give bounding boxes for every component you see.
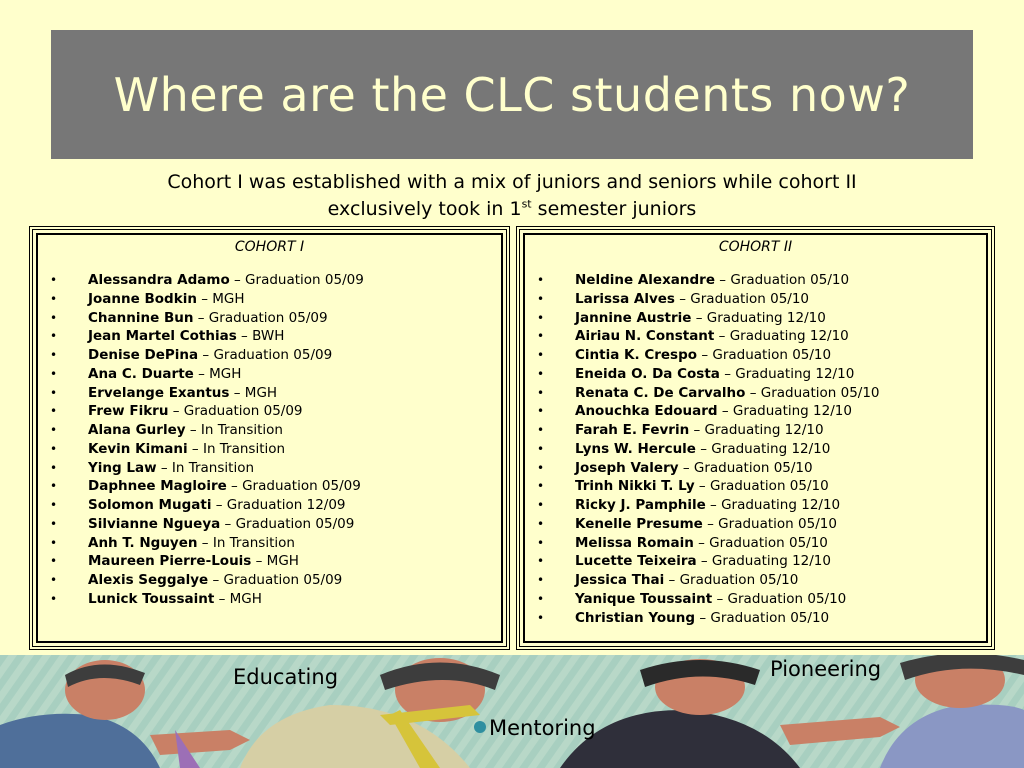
- bullet-icon: •: [537, 554, 545, 569]
- list-item: [525, 571, 986, 590]
- bullet-icon: •: [50, 516, 58, 531]
- list-item: [525, 290, 986, 309]
- student-status: – MGH: [193, 365, 242, 382]
- bullet-icon: •: [50, 591, 58, 606]
- cohort-1-box: [29, 226, 510, 650]
- list-item: [38, 534, 501, 553]
- bullet-icon: •: [537, 329, 545, 344]
- student-status: – Graduation 05/09: [226, 478, 361, 495]
- student-status: – Graduation 05/10: [674, 290, 810, 307]
- bullet-icon: •: [537, 441, 545, 456]
- subtitle-line-2-start: exclusively took in 1: [327, 198, 522, 220]
- student-status: – Graduation 05/10: [693, 534, 828, 551]
- bullet-icon: •: [537, 273, 545, 287]
- bullet-icon: •: [50, 366, 58, 381]
- student-status: – BWH: [236, 328, 285, 345]
- bullet-icon: •: [537, 535, 545, 550]
- student-status: – Graduation 05/10: [695, 609, 830, 626]
- student-status: – Graduating 12/10: [696, 553, 831, 570]
- student-name: Larissa Alves: [575, 290, 675, 307]
- student-name: Anh T. Nguyen: [88, 534, 198, 551]
- student-name: Ying Law: [88, 459, 157, 476]
- student-name: Alana Gurley: [88, 422, 186, 438]
- student-name: Anouchka Edouard: [575, 403, 718, 420]
- list-item: [525, 459, 986, 478]
- bullet-icon: •: [537, 516, 545, 531]
- student-status: – Graduation 05/10: [694, 478, 829, 495]
- subtitle-superscript: st: [521, 197, 532, 211]
- student-name: Ervelange Exantus: [88, 384, 230, 401]
- people-illustration: [0, 655, 1024, 768]
- student-name: Alessandra Adamo: [88, 272, 230, 288]
- bullet-icon: •: [50, 573, 58, 587]
- bullet-icon: •: [50, 479, 58, 494]
- bullet-icon: •: [537, 366, 545, 381]
- student-name: Maureen Pierre-Louis: [88, 553, 252, 570]
- student-name: Lyns W. Hercule: [575, 440, 696, 457]
- list-item: [38, 552, 501, 571]
- list-item: [38, 590, 501, 609]
- list-item: [38, 309, 501, 328]
- student-status: – Graduating 12/10: [705, 497, 841, 513]
- student-name: Ricky J. Pamphile: [575, 497, 706, 513]
- student-name: Trinh Nikki T. Ly: [575, 478, 695, 495]
- bullet-icon: •: [50, 310, 58, 325]
- student-name: Neldine Alexandre: [575, 272, 715, 288]
- student-status: – MGH: [251, 553, 299, 570]
- student-name: Channine Bun: [88, 309, 194, 326]
- student-status: – Graduation 05/09: [198, 347, 333, 363]
- student-status: – Graduation 05/10: [702, 515, 837, 532]
- list-item: [38, 290, 501, 309]
- student-status: – Graduating 12/10: [719, 365, 855, 382]
- student-name: Daphnee Magloire: [88, 478, 227, 495]
- student-status: – In Transition: [197, 534, 295, 551]
- student-status: – MGH: [229, 384, 278, 401]
- student-status: – Graduation 05/10: [678, 459, 813, 476]
- bullet-icon: •: [50, 535, 58, 550]
- list-item: [38, 515, 501, 534]
- list-item: [525, 534, 986, 553]
- cohort-1-inner-border: [36, 233, 503, 643]
- student-status: – Graduation 05/09: [229, 272, 364, 288]
- bullet-icon: •: [50, 423, 58, 437]
- list-item: [525, 515, 986, 534]
- student-name: Christian Young: [575, 609, 696, 626]
- cohort-2-heading: COHORT II: [718, 239, 793, 255]
- student-name: Farah E. Fevrin: [575, 422, 690, 438]
- bullet-icon: •: [50, 329, 58, 344]
- student-status: – Graduating 12/10: [695, 440, 831, 457]
- list-item: [38, 365, 501, 384]
- student-status: – Graduating 12/10: [714, 328, 849, 345]
- student-status: – In Transition: [185, 422, 283, 438]
- student-name: Solomon Mugati: [88, 497, 212, 513]
- student-status: – In Transition: [156, 459, 255, 476]
- bullet-icon: •: [537, 591, 545, 606]
- student-name: Frew Fikru: [88, 403, 169, 420]
- student-status: – Graduation 12/09: [211, 497, 346, 513]
- bullet-icon: •: [50, 554, 58, 569]
- student-name: Yanique Toussaint: [575, 590, 713, 607]
- bullet-icon: •: [537, 460, 545, 475]
- list-item: [38, 384, 501, 403]
- student-name: Joseph Valery: [575, 459, 679, 476]
- bullet-icon: •: [50, 273, 58, 287]
- list-item: [525, 477, 986, 496]
- subtitle-line-2: [80, 196, 944, 223]
- bullet-icon: •: [537, 610, 545, 625]
- subtitle-line-1: Cohort I was established with a mix of juniors and seniors while cohort II: [167, 171, 857, 193]
- list-item: [38, 571, 501, 590]
- student-status: – Graduation 05/10: [712, 590, 847, 607]
- bullet-icon: •: [537, 310, 545, 325]
- cohort-1-list: [38, 271, 501, 609]
- student-status: – Graduation 05/10: [664, 572, 799, 588]
- student-status: – In Transition: [187, 440, 286, 457]
- list-item: [525, 309, 986, 328]
- caption-pioneering: Pioneering: [770, 657, 882, 681]
- subtitle: [80, 169, 944, 223]
- list-item: [525, 421, 986, 440]
- student-status: – Graduation 05/10: [745, 384, 880, 401]
- bullet-icon: •: [50, 385, 58, 400]
- student-status: – Graduating 12/10: [717, 403, 852, 420]
- bullet-icon: •: [537, 385, 545, 400]
- list-item: [525, 496, 986, 515]
- list-item: [525, 552, 986, 571]
- student-name: Jean Martel Cothias: [88, 328, 237, 345]
- list-item: [38, 459, 501, 478]
- student-name: Eneida O. Da Costa: [575, 365, 720, 382]
- cohort-2-list: [525, 271, 986, 627]
- list-item: [38, 496, 501, 515]
- list-item: [525, 327, 986, 346]
- list-item: [38, 421, 501, 440]
- student-name: Ana C. Duarte: [88, 365, 194, 382]
- student-status: – Graduation 05/10: [697, 347, 832, 363]
- list-item: [38, 271, 501, 290]
- list-item: [38, 327, 501, 346]
- list-item: [525, 440, 986, 459]
- list-item: [38, 440, 501, 459]
- bullet-icon: •: [50, 460, 58, 475]
- student-status: – MGH: [214, 590, 262, 607]
- student-name: Joanne Bodkin: [88, 290, 197, 307]
- bullet-icon: •: [537, 423, 545, 437]
- bullet-icon: •: [50, 498, 58, 512]
- subtitle-line-2-end: semester juniors: [531, 198, 697, 220]
- caption-mentoring: Mentoring: [489, 716, 596, 740]
- slide-title: Where are the CLC students now?: [113, 67, 911, 122]
- bullet-icon: •: [537, 291, 545, 306]
- student-name: Airiau N. Constant: [575, 328, 715, 345]
- list-item: [525, 365, 986, 384]
- list-item: [525, 590, 986, 609]
- list-item: [38, 477, 501, 496]
- student-status: – MGH: [196, 290, 245, 307]
- bullet-icon: •: [537, 348, 545, 362]
- list-item: [525, 346, 986, 365]
- list-item: [38, 402, 501, 421]
- student-name: Jessica Thai: [575, 572, 665, 588]
- student-status: – Graduation 05/09: [193, 309, 328, 326]
- student-name: Alexis Seggalye: [88, 572, 209, 588]
- student-status: – Graduating 12/10: [689, 422, 824, 438]
- list-item: [525, 609, 986, 628]
- student-name: Silvianne Ngueya: [88, 515, 221, 532]
- bullet-icon: •: [537, 573, 545, 587]
- cohort-2-inner-border: [523, 233, 988, 643]
- bullet-icon: •: [50, 348, 58, 362]
- student-name: Lucette Teixeira: [575, 553, 697, 570]
- bullet-icon: •: [537, 479, 545, 494]
- list-item: [525, 271, 986, 290]
- bullet-icon: •: [50, 291, 58, 306]
- student-status: – Graduating 12/10: [691, 309, 826, 326]
- student-status: – Graduation 05/10: [714, 272, 850, 288]
- bullet-icon: •: [537, 498, 545, 512]
- student-name: Melissa Romain: [575, 534, 694, 551]
- student-name: Lunick Toussaint: [88, 590, 215, 607]
- list-item: [525, 402, 986, 421]
- student-name: Kevin Kimani: [88, 440, 188, 457]
- student-status: – Graduation 05/09: [220, 515, 355, 532]
- student-name: Renata C. De Carvalho: [575, 384, 746, 401]
- list-item: [38, 346, 501, 365]
- student-status: – Graduation 05/09: [208, 572, 343, 588]
- bullet-icon: •: [50, 404, 58, 419]
- student-name: Jannine Austrie: [575, 309, 692, 326]
- cohort-2-box: [516, 226, 995, 650]
- caption-educating: Educating: [233, 665, 339, 689]
- list-item: [525, 384, 986, 403]
- student-name: Kenelle Presume: [575, 515, 703, 532]
- student-name: Denise DePina: [88, 347, 199, 363]
- student-status: – Graduation 05/09: [168, 403, 303, 420]
- bullet-icon: •: [50, 441, 58, 456]
- student-name: Cintia K. Crespo: [575, 347, 698, 363]
- cohort-1-heading: COHORT I: [234, 239, 305, 255]
- title-bar: [51, 30, 973, 159]
- bullet-icon: •: [537, 404, 545, 419]
